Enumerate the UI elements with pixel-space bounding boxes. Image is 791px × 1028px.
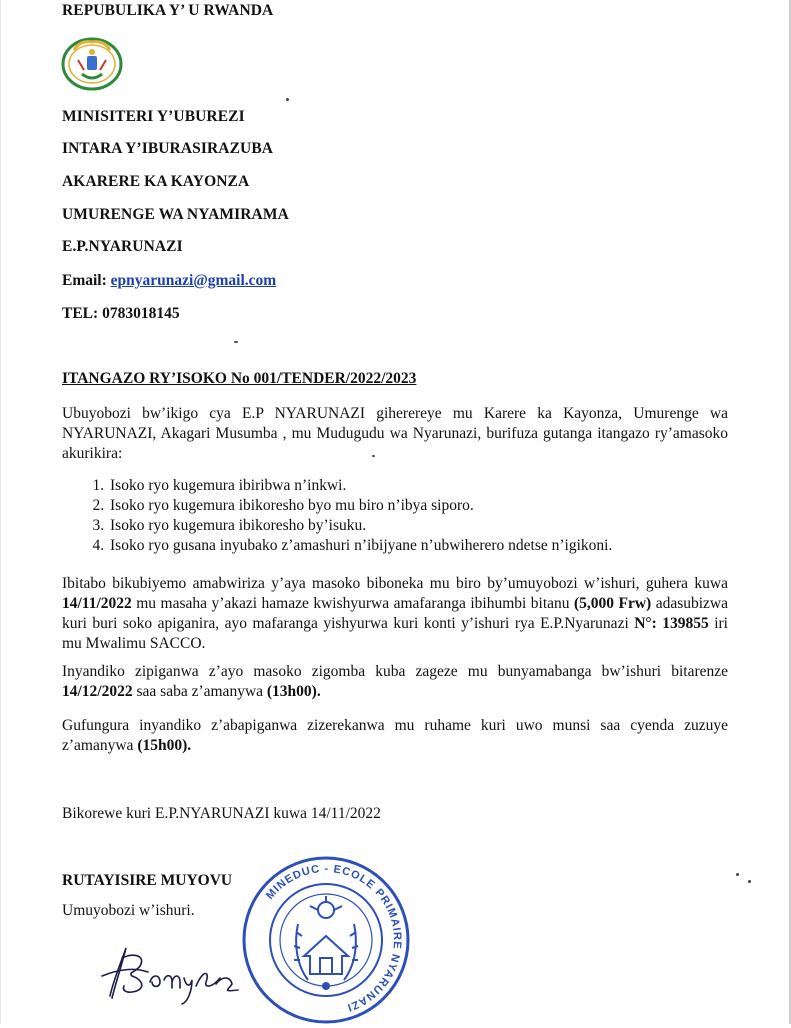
- list-item: 3. Isoko ryo kugemura ibikoresho by’isuku.: [108, 516, 768, 536]
- list-item: 2. Isoko ryo kugemura ibikoresho byo mu biro n’ibya siporo.: [108, 496, 768, 516]
- notice-title: ITANGAZO RY’ISOKO No 001/TENDER/2022/2023: [62, 370, 417, 387]
- scan-speck: [372, 455, 375, 457]
- p3-text-b: saa saba z’amanywa: [132, 683, 267, 700]
- deadline-time: (13h00).: [266, 683, 321, 700]
- deadline-date: 14/12/2022: [62, 683, 133, 700]
- email-line: [62, 272, 276, 290]
- ministry-heading: MINISITERI Y’UBUREZI: [62, 108, 245, 125]
- scan-edge-left: [0, 0, 1, 1024]
- documents-paragraph: [62, 574, 728, 654]
- email-label: Email:: [62, 272, 107, 289]
- start-date: 14/11/2022: [62, 595, 132, 612]
- tel-line: [62, 305, 180, 323]
- p2-text-a: Ibitabo bikubiyemo amabwiriza y’aya masoko biboneka mu biro by’umuyobozi w’ishuri, guhera kuwa: [62, 575, 728, 592]
- p3-text-a: Inyandiko zipiganwa z’ayo masoko zigomba kuba zageze mu bunyamabanga bw’ishuri bitarenze: [62, 663, 728, 680]
- p4-text-a: Gufungura inyandiko z’abapiganwa zizerekanwa mu ruhame kuri uwo munsi saa cyenda zuzuye z’amanywa: [62, 717, 728, 754]
- signer-name: RUTAYISIRE MUYOVU: [62, 872, 233, 889]
- intro-paragraph: Ubuyobozi bw’ikigo cya E.P NYARUNAZI giherereye mu Karere ka Kayonza, Umurenge wa NYARUNAZI, Akagari Musumba , mu Mudugudu wa Nyarunazi, burifuza gutanga itangazo ry’amasoko akurikira:: [62, 405, 728, 462]
- school-heading: E.P.NYARUNAZI: [62, 238, 183, 255]
- country-heading: REPUBULIKA Y’ U RWANDA: [62, 2, 274, 19]
- scan-speck: [736, 873, 739, 876]
- scan-speck: [286, 98, 289, 101]
- opening-paragraph: [62, 716, 728, 756]
- list-item: 4. Isoko ryo gusana inyubako z’amashuri n’ibijyane n’ubwiherero ndetse n’igikoni.: [108, 536, 768, 556]
- sector-heading: UMURENGE WA NYAMIRAMA: [62, 206, 289, 223]
- handwritten-signature: [92, 938, 252, 1008]
- p2-text-d: iri mu Mwalimu SACCO.: [62, 615, 728, 652]
- submission-paragraph: [62, 662, 728, 702]
- dateline: Bikorewe kuri E.P.NYARUNAZI kuwa 14/11/2022: [62, 805, 381, 822]
- scan-speck: [234, 341, 238, 343]
- tender-list: [62, 476, 768, 556]
- account-label: N°:: [634, 615, 657, 632]
- stamp-ring-text: MINEDUC - ECOLE PRIMAIRE NYARUNAZI: [263, 862, 404, 1014]
- tel-label: TEL:: [62, 305, 99, 322]
- p2-text-b: mu masaha y’akazi hamaze kwishyurwa amafaranga ibihumbi bitanu: [131, 595, 574, 612]
- list-item: 1. Isoko ryo kugemura ibiribwa n’inkwi.: [108, 476, 768, 496]
- school-stamp: [238, 852, 414, 1028]
- tel-value: 0783018145: [102, 305, 180, 322]
- province-heading: INTARA Y’IBURASIRAZUBA: [62, 140, 274, 157]
- account-number: 139855: [656, 615, 709, 632]
- opening-time: (15h00).: [137, 737, 192, 754]
- scan-speck: [748, 880, 751, 883]
- p2-text-c: adasubizwa kuri buri soko apiganira, ayo mafaranga yishyurwa kuri konti y’ishuri rya E.P.Nyarunazi: [62, 595, 728, 632]
- signer-role: Umuyobozi w’ishuri.: [62, 902, 195, 919]
- fee-amount: (5,000 Frw): [574, 595, 652, 612]
- district-heading: AKARERE KA KAYONZA: [62, 173, 250, 190]
- email-link[interactable]: epnyarunazi@gmail.com: [110, 272, 277, 289]
- rwanda-coat-of-arms-icon: [60, 36, 124, 92]
